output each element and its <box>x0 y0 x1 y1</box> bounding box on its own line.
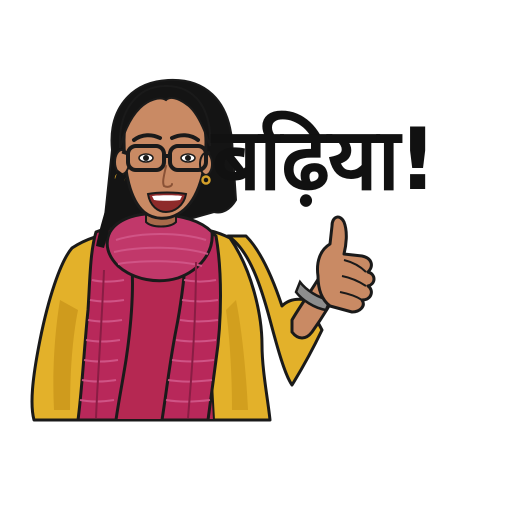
teeth <box>152 195 182 201</box>
caption-text: बढ़िया! <box>212 110 436 210</box>
thumbs-up-hand-icon <box>318 217 375 312</box>
